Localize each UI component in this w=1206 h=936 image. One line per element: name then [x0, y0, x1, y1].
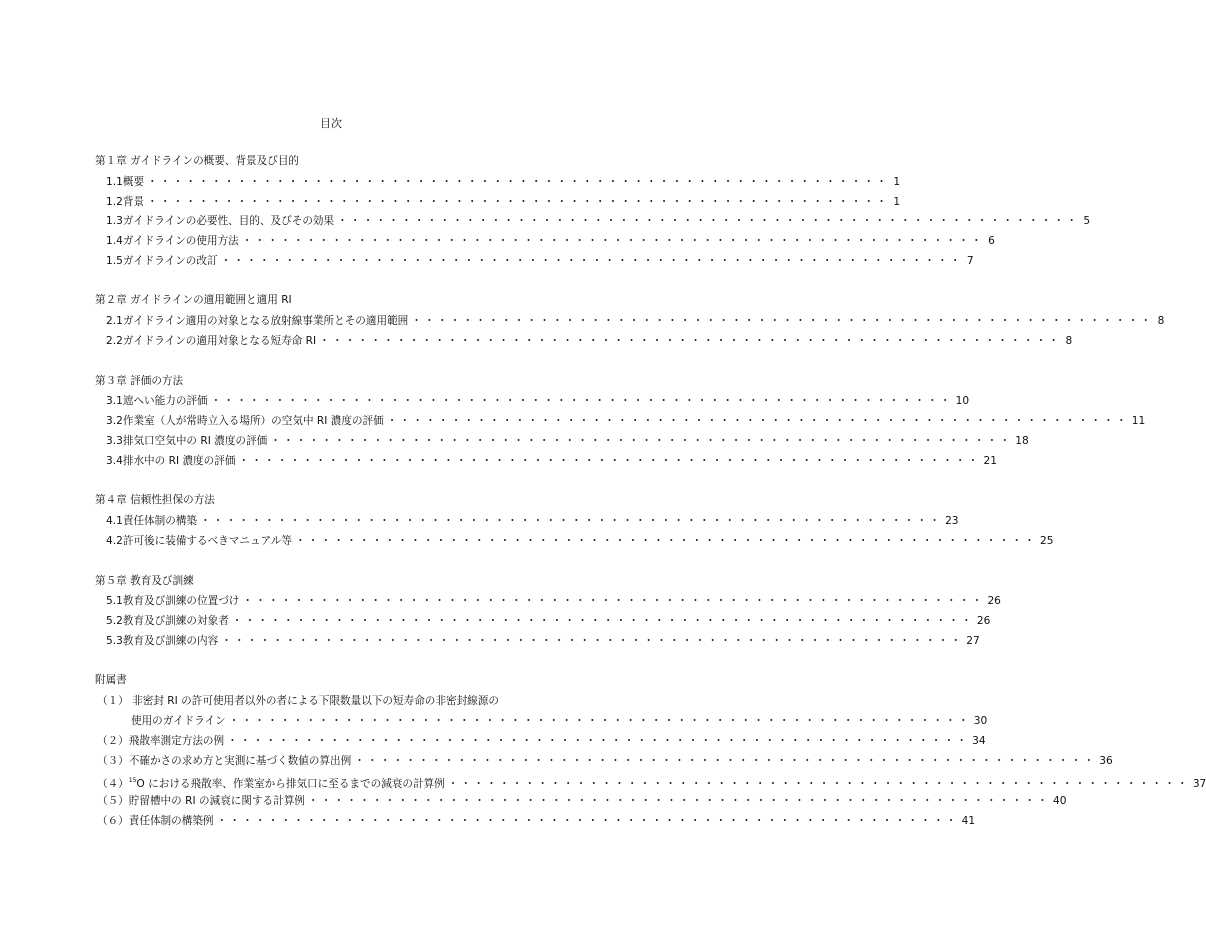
entry-page: 26 — [976, 615, 991, 627]
leader-dots: ・・・・・・・・・・・・・・・・・・・・・・・・・・・・・・・・・・・・・・・・・・・・・・・・・・・・・・・・・・ — [228, 715, 971, 727]
entry-label: ガイドライン適用の対象となる放射線事業所とその適用範囲 — [122, 315, 409, 327]
entry-page: 34 — [972, 735, 986, 747]
entry-number: （１） — [97, 695, 129, 707]
toc-entry-5-2[interactable] — [106, 614, 991, 628]
entry-label: 非密封 RI の許可使用者以外の者による下限数量以下の短寿命の非密封線源の — [132, 695, 499, 707]
toc-entry-3-3[interactable] — [106, 434, 1029, 448]
leader-dots: ・・・・・・・・・・・・・・・・・・・・・・・・・・・・・・・・・・・・・・・・・・・・・・・・・・・・・・・・・・ — [210, 395, 953, 407]
leader-dots: ・・・・・・・・・・・・・・・・・・・・・・・・・・・・・・・・・・・・・・・・・・・・・・・・・・・・・・・・・・ — [147, 176, 890, 188]
entry-page: 21 — [983, 455, 997, 467]
leader-dots: ・・・・・・・・・・・・・・・・・・・・・・・・・・・・・・・・・・・・・・・・・・・・・・・・・・・・・・・・・・ — [386, 415, 1129, 427]
entry-number: 2.1 — [106, 315, 123, 327]
entry-page: 10 — [955, 395, 970, 407]
toc-entry-1-2[interactable] — [106, 195, 901, 209]
entry-number: （２） — [97, 735, 129, 747]
leader-dots: ・・・・・・・・・・・・・・・・・・・・・・・・・・・・・・・・・・・・・・・・・・・・・・・・・・・・・・・・・・ — [447, 778, 1190, 790]
leader-dots: ・・・・・・・・・・・・・・・・・・・・・・・・・・・・・・・・・・・・・・・・・・・・・・・・・・・・・・・・・・ — [200, 515, 943, 527]
toc-entry-5-1[interactable] — [106, 594, 1001, 608]
entry-page: 37 — [1192, 778, 1206, 790]
appendix-item-2[interactable] — [97, 734, 986, 748]
appendix-item-6[interactable] — [97, 814, 976, 828]
entry-number: （４） — [97, 778, 129, 790]
entry-label: 教育及び訓練の位置づけ — [122, 595, 240, 607]
toc-entry-3-2[interactable] — [106, 414, 1146, 428]
entry-page: 25 — [1039, 535, 1054, 547]
leader-dots: ・・・・・・・・・・・・・・・・・・・・・・・・・・・・・・・・・・・・・・・・・・・・・・・・・・・・・・・・・・ — [337, 215, 1080, 227]
entry-page: 7 — [966, 255, 974, 267]
entry-label: 許可後に装備するべきマニュアル等 — [122, 535, 292, 547]
toc-entry-3-1[interactable] — [106, 394, 970, 408]
entry-label: 使用のガイドライン — [131, 715, 226, 727]
entry-page: 41 — [961, 815, 976, 827]
entry-page: 11 — [1131, 415, 1146, 427]
toc-entry-5-3[interactable] — [106, 634, 980, 648]
entry-label: ガイドラインの改訂 — [122, 255, 218, 267]
leader-dots: ・・・・・・・・・・・・・・・・・・・・・・・・・・・・・・・・・・・・・・・・・・・・・・・・・・・・・・・・・・ — [319, 335, 1062, 347]
leader-dots: ・・・・・・・・・・・・・・・・・・・・・・・・・・・・・・・・・・・・・・・・・・・・・・・・・・・・・・・・・・ — [216, 815, 959, 827]
entry-number: 3.4 — [106, 455, 123, 467]
entry-label: 責任体制の構築例 — [128, 815, 214, 827]
appendix-item-1[interactable] — [131, 714, 988, 728]
entry-label: ガイドラインの使用方法 — [122, 235, 239, 247]
entry-label: 背景 — [122, 196, 145, 208]
entry-page: 6 — [988, 235, 995, 247]
toc-entry-1-1[interactable] — [106, 175, 901, 189]
toc-entry-3-4[interactable] — [106, 454, 997, 468]
entry-label: 排水中の RI 濃度の評価 — [122, 455, 236, 467]
entry-page: 23 — [945, 515, 959, 527]
leader-dots: ・・・・・・・・・・・・・・・・・・・・・・・・・・・・・・・・・・・・・・・・・・・・・・・・・・・・・・・・・・ — [242, 595, 985, 607]
entry-label: 責任体制の構築 — [122, 515, 198, 527]
entry-label: 教育及び訓練の対象者 — [122, 615, 229, 627]
leader-dots: ・・・・・・・・・・・・・・・・・・・・・・・・・・・・・・・・・・・・・・・・・・・・・・・・・・・・・・・・・・ — [147, 196, 890, 208]
leader-dots: ・・・・・・・・・・・・・・・・・・・・・・・・・・・・・・・・・・・・・・・・・・・・・・・・・・・・・・・・・・ — [241, 235, 984, 247]
toc-entry-4-1[interactable] — [106, 514, 959, 528]
entry-label: 飛散率測定方法の例 — [128, 735, 225, 747]
leader-dots: ・・・・・・・・・・・・・・・・・・・・・・・・・・・・・・・・・・・・・・・・・・・・・・・・・・・・・・・・・・ — [307, 795, 1050, 807]
leader-dots: ・・・・・・・・・・・・・・・・・・・・・・・・・・・・・・・・・・・・・・・・・・・・・・・・・・・・・・・・・・ — [238, 455, 981, 467]
entry-page: 18 — [1015, 435, 1029, 447]
entry-number: （６） — [97, 815, 129, 827]
toc-entry-4-2[interactable] — [106, 534, 1054, 548]
leader-dots: ・・・・・・・・・・・・・・・・・・・・・・・・・・・・・・・・・・・・・・・・・・・・・・・・・・・・・・・・・・ — [270, 435, 1013, 447]
entry-number: 1.5 — [106, 255, 123, 267]
toc-entry-1-3[interactable] — [106, 214, 1091, 228]
entry-label: 排気口空気中の RI 濃度の評価 — [122, 435, 268, 447]
appendix-item-1-first-line[interactable] — [97, 694, 499, 708]
entry-number: 1.3 — [106, 215, 123, 227]
entry-number: 3.3 — [106, 435, 123, 447]
entry-label: ガイドラインの必要性、目的、及びその効果 — [122, 215, 335, 227]
appendix-item-3[interactable] — [97, 754, 1113, 768]
leader-dots: ・・・・・・・・・・・・・・・・・・・・・・・・・・・・・・・・・・・・・・・・・・・・・・・・・・・・・・・・・・ — [220, 255, 963, 267]
entry-page: 1 — [893, 196, 901, 208]
entry-page: 8 — [1065, 335, 1073, 347]
entry-number: 5.3 — [106, 635, 123, 647]
entry-page: 26 — [987, 595, 1001, 607]
entry-number: 5.2 — [106, 615, 123, 627]
chapter-5-heading: 第５章 教育及び訓練 — [95, 575, 194, 587]
entry-page: 1 — [893, 176, 901, 188]
toc-entry-1-5[interactable] — [106, 254, 974, 268]
entry-label — [129, 774, 445, 791]
entry-page: 40 — [1052, 795, 1067, 807]
entry-number: 4.2 — [106, 535, 123, 547]
entry-number: 3.2 — [106, 415, 123, 427]
leader-dots: ・・・・・・・・・・・・・・・・・・・・・・・・・・・・・・・・・・・・・・・・・・・・・・・・・・・・・・・・・・ — [411, 315, 1154, 327]
entry-label: 遮へい能力の評価 — [122, 395, 208, 407]
entry-label-text: O における飛散率、作業室から排気口に至るまでの減衰の計算例 — [136, 778, 445, 790]
entry-number: 4.1 — [106, 515, 123, 527]
leader-dots: ・・・・・・・・・・・・・・・・・・・・・・・・・・・・・・・・・・・・・・・・・・・・・・・・・・・・・・・・・・ — [231, 615, 974, 627]
entry-number: 2.2 — [106, 335, 123, 347]
leader-dots: ・・・・・・・・・・・・・・・・・・・・・・・・・・・・・・・・・・・・・・・・・・・・・・・・・・・・・・・・・・ — [294, 535, 1037, 547]
entry-number: 3.1 — [106, 395, 123, 407]
entry-number: （３） — [97, 755, 129, 767]
entry-number: 1.2 — [106, 196, 123, 208]
entry-number: 1.4 — [106, 235, 123, 247]
entry-label: 作業室（人が常時立入る場所）の空気中 RI 濃度の評価 — [122, 415, 384, 427]
entry-page: 27 — [966, 635, 980, 647]
entry-label: 不確かさの求め方と実測に基づく数値の算出例 — [128, 755, 352, 767]
chapter-1-heading: 第１章 ガイドラインの概要、背景及び目的 — [95, 155, 300, 167]
entry-number: 1.1 — [106, 176, 123, 188]
entry-number: （５） — [97, 795, 129, 807]
entry-page: 36 — [1099, 755, 1113, 767]
entry-label: 教育及び訓練の内容 — [122, 635, 219, 647]
chapter-4-heading: 第４章 信頼性担保の方法 — [95, 494, 215, 506]
leader-dots: ・・・・・・・・・・・・・・・・・・・・・・・・・・・・・・・・・・・・・・・・・・・・・・・・・・・・・・・・・・ — [227, 735, 970, 747]
entry-label: 貯留槽中の RI の減衰に関する計算例 — [128, 795, 305, 807]
leader-dots: ・・・・・・・・・・・・・・・・・・・・・・・・・・・・・・・・・・・・・・・・・・・・・・・・・・・・・・・・・・ — [354, 755, 1097, 767]
entry-page: 30 — [973, 715, 988, 727]
chapter-3-heading: 第３章 評価の方法 — [95, 375, 184, 387]
entry-page: 8 — [1157, 315, 1165, 327]
entry-label: ガイドラインの適用対象となる短寿命 RI — [122, 335, 317, 347]
entry-number: 5.1 — [106, 595, 123, 607]
entry-page: 5 — [1083, 215, 1091, 227]
toc-entry-2-1[interactable] — [106, 314, 1165, 328]
appendix-item-4[interactable] — [97, 774, 1206, 790]
appendix-item-5[interactable] — [97, 794, 1067, 808]
toc-entry-1-4[interactable] — [106, 234, 995, 248]
leader-dots: ・・・・・・・・・・・・・・・・・・・・・・・・・・・・・・・・・・・・・・・・・・・・・・・・・・・・・・・・・・ — [221, 635, 964, 647]
toc-title: 目次 — [320, 117, 342, 130]
toc-entry-2-2[interactable] — [106, 334, 1073, 348]
isotope-superscript: 15 — [128, 777, 137, 784]
entry-label: 概要 — [122, 176, 145, 188]
appendix-heading: 附属書 — [95, 674, 127, 686]
chapter-2-heading: 第２章 ガイドラインの適用範囲と適用 RI — [95, 294, 292, 306]
